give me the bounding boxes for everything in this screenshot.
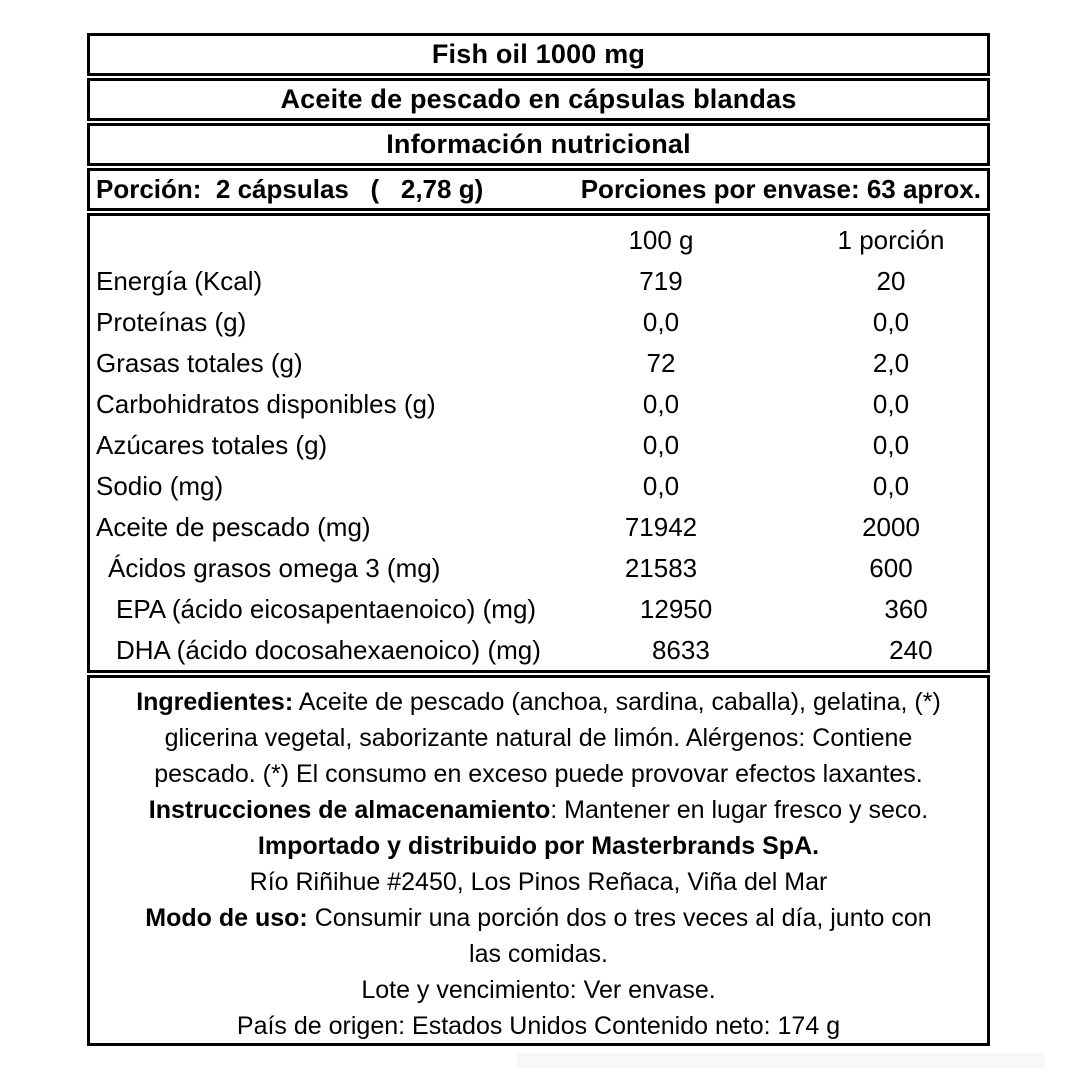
footer-line-text: glicerina vegetal, saborizante natural de limón. Alérgenos: Contiene: [164, 724, 913, 752]
nutrient-label: Energía (Kcal): [96, 266, 263, 296]
nutrient-value-100g: 0,0: [642, 307, 680, 337]
nutrient-value-portion: 600: [869, 553, 913, 583]
nutrition-section-title: Información nutricional: [87, 123, 990, 166]
footer-line-bold-text: Importado y distribuido por Masterbrands SpA.: [257, 832, 820, 860]
product-title: Fish oil 1000 mg: [87, 33, 990, 76]
nutrient-row: [96, 343, 981, 384]
footer-line-text: País de origen: Estados Unidos Contenido neto: 174 g: [236, 1012, 841, 1040]
nutrition-table-rows: [96, 261, 981, 671]
footer-line: [100, 828, 977, 864]
nutrient-label: Sodio (mg): [96, 471, 224, 501]
nutrient-value-100g: 72: [646, 348, 676, 378]
nutrient-value-portion: 20: [876, 266, 906, 296]
nutrient-label: Aceite de pescado (mg): [96, 512, 371, 542]
product-subtitle: Aceite de pescado en cápsulas blandas: [87, 78, 990, 121]
nutrition-label: [87, 33, 990, 1048]
nutrient-row: [96, 630, 981, 671]
nutrient-value-100g: 71942: [624, 512, 698, 542]
nutrition-table: [87, 213, 990, 673]
column-header-100g: 100 g: [628, 225, 694, 255]
nutrient-row: [96, 548, 981, 589]
nutrient-value-100g: 719: [639, 266, 683, 296]
footer-line-text: Consumir una porción dos o tres veces al día, junto con: [307, 904, 932, 932]
nutrient-value-100g: 21583: [624, 553, 698, 583]
nutrient-value-portion: 0,0: [872, 307, 910, 337]
footer-line: [100, 684, 977, 720]
nutrient-value-portion: 360: [884, 594, 928, 624]
footer-line: [100, 864, 977, 900]
serving-size-text: Porción: 2 cápsulas ( 2,78 g): [96, 174, 484, 204]
column-header-portion: 1 porción: [837, 225, 945, 255]
footer-line: [100, 900, 977, 936]
nutrient-label: Grasas totales (g): [96, 348, 303, 378]
nutrient-row: [96, 384, 981, 425]
nutrient-row: [96, 589, 981, 630]
footer-line-text: Río Riñihue #2450, Los Pinos Reñaca, Viña del Mar: [249, 868, 828, 896]
footer-line: [100, 1008, 977, 1044]
footer-line-text: : Mantener en lugar fresco y seco.: [550, 796, 929, 824]
nutrient-value-100g: 12950: [639, 594, 713, 624]
footer-line-text: Lote y vencimiento: Ver envase.: [361, 976, 716, 1004]
serving-info-row: [87, 168, 990, 211]
nutrient-value-100g: 0,0: [642, 471, 680, 501]
nutrient-row: [96, 466, 981, 507]
footer-line: [100, 792, 977, 828]
nutrient-value-100g: 8633: [651, 635, 710, 665]
nutrient-value-100g: 0,0: [642, 430, 680, 460]
nutrient-row: [96, 302, 981, 343]
footer-line-bold-text: Instrucciones de almacenamiento: [148, 796, 551, 824]
nutrient-label: Proteínas (g): [96, 307, 247, 337]
nutrient-label: Ácidos grasos omega 3 (mg): [108, 553, 441, 583]
nutrient-value-portion: 0,0: [872, 389, 910, 419]
nutrient-value-portion: 2000: [862, 512, 920, 542]
nutrient-value-portion: 240: [889, 635, 933, 665]
nutrient-value-100g: 0,0: [642, 389, 680, 419]
servings-per-container-text: Porciones por envase: 63 aprox.: [580, 174, 981, 204]
nutrient-row: [96, 261, 981, 302]
nutrient-label: Carbohidratos disponibles (g): [96, 389, 436, 419]
table-header-row: [96, 220, 981, 261]
footer-line: [100, 756, 977, 792]
footer-line: [100, 972, 977, 1008]
nutrient-label: Azúcares totales (g): [96, 430, 328, 460]
nutrient-row: [96, 425, 981, 466]
nutrient-value-portion: 0,0: [872, 430, 910, 460]
scan-artifact-bar: [517, 1053, 1045, 1068]
nutrient-row: [96, 507, 981, 548]
footer-line: [100, 936, 977, 972]
footer-line-text: pescado. (*) El consumo en exceso puede provovar efectos laxantes.: [154, 760, 923, 788]
footer-line-text: Aceite de pescado (anchoa, sardina, caballa), gelatina, (*): [293, 688, 941, 716]
nutrient-label: DHA (ácido docosahexaenoico) (mg): [116, 635, 541, 665]
nutrient-label: EPA (ácido eicosapentaenoico) (mg): [116, 594, 537, 624]
label-footer: [87, 675, 990, 1046]
nutrient-value-portion: 0,0: [872, 471, 910, 501]
footer-line-bold-text: Ingredientes:: [136, 688, 294, 716]
footer-line-text: las comidas.: [469, 940, 608, 968]
footer-line: [100, 720, 977, 756]
footer-line-bold-text: Modo de uso:: [145, 904, 308, 932]
nutrient-value-portion: 2,0: [872, 348, 910, 378]
